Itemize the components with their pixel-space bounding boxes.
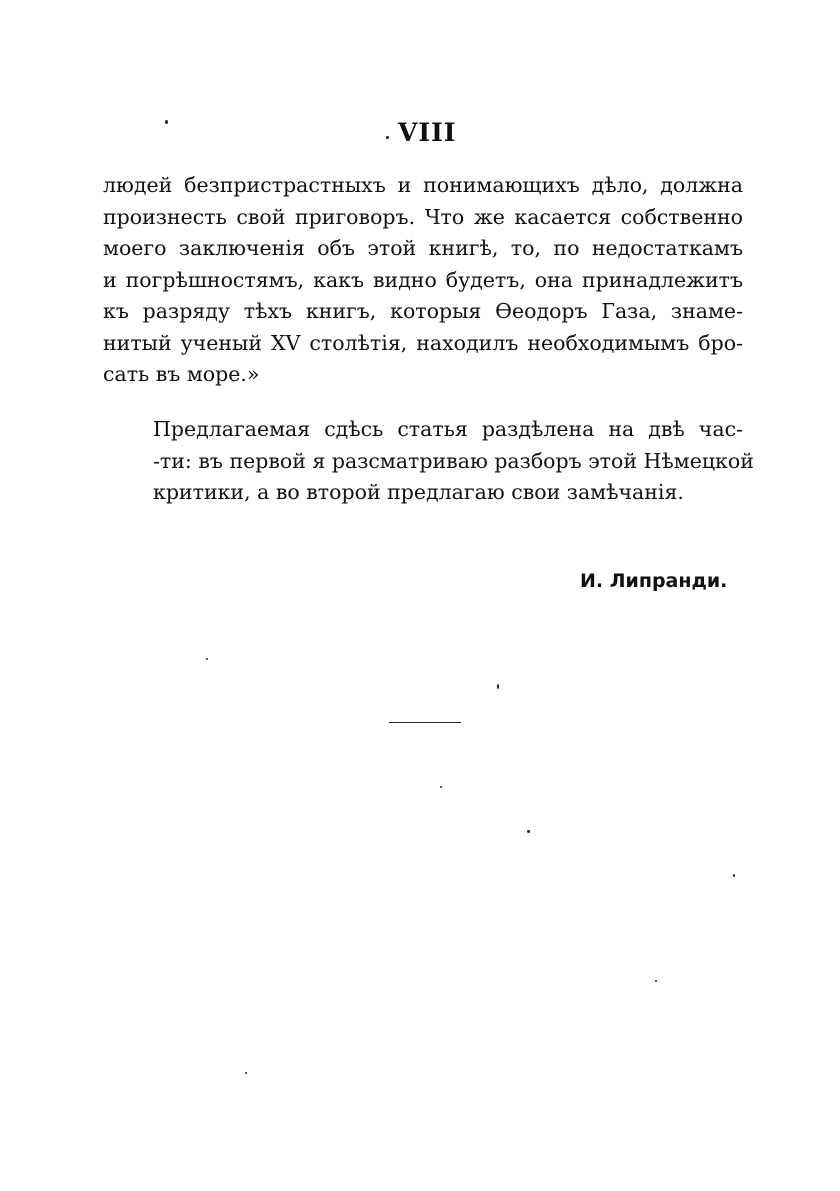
scan-speck xyxy=(206,658,208,660)
section-divider xyxy=(389,722,461,723)
scan-speck xyxy=(440,786,442,788)
scan-speck xyxy=(497,684,499,689)
page-number: VIII xyxy=(398,118,457,147)
author-signature: И. Липранди. xyxy=(580,570,728,592)
text-line: людей безпристрастныхъ и понимающихъ дѣло, должна xyxy=(103,173,743,197)
ink-speck xyxy=(386,136,389,139)
scan-speck xyxy=(245,1072,247,1074)
text-line: сать въ море.» xyxy=(103,362,260,386)
paragraph-1 xyxy=(103,170,743,391)
scan-speck xyxy=(655,980,657,982)
text-line: и погрѣшностямъ, какъ видно будетъ, она принадлежитъ xyxy=(103,267,743,292)
text-line: нитый ученый XV столѣтія, находилъ необходимымъ бро- xyxy=(103,330,743,355)
scan-speck xyxy=(527,830,530,833)
text-line: къ разряду тѣхъ книгъ, которыя Ѳеодоръ Газа, знаме- xyxy=(103,299,743,323)
text-line: критики, а во второй предлагаю свои замѣчанія. xyxy=(153,480,684,504)
text-line: произнесть свой приговоръ. Что же касается собственно xyxy=(103,204,743,229)
text-line: -ти: въ первой я разсматриваю разборъ этой Нѣмецкой xyxy=(153,448,754,473)
scan-speck xyxy=(733,874,735,877)
text-line: моего заключенія объ этой книгѣ, то, по недостаткамъ xyxy=(103,236,743,260)
paragraph-2 xyxy=(103,414,754,509)
text-line: Предлагаемая сдѣсь статья раздѣлена на двѣ час- xyxy=(153,417,743,441)
ink-speck xyxy=(165,120,168,124)
